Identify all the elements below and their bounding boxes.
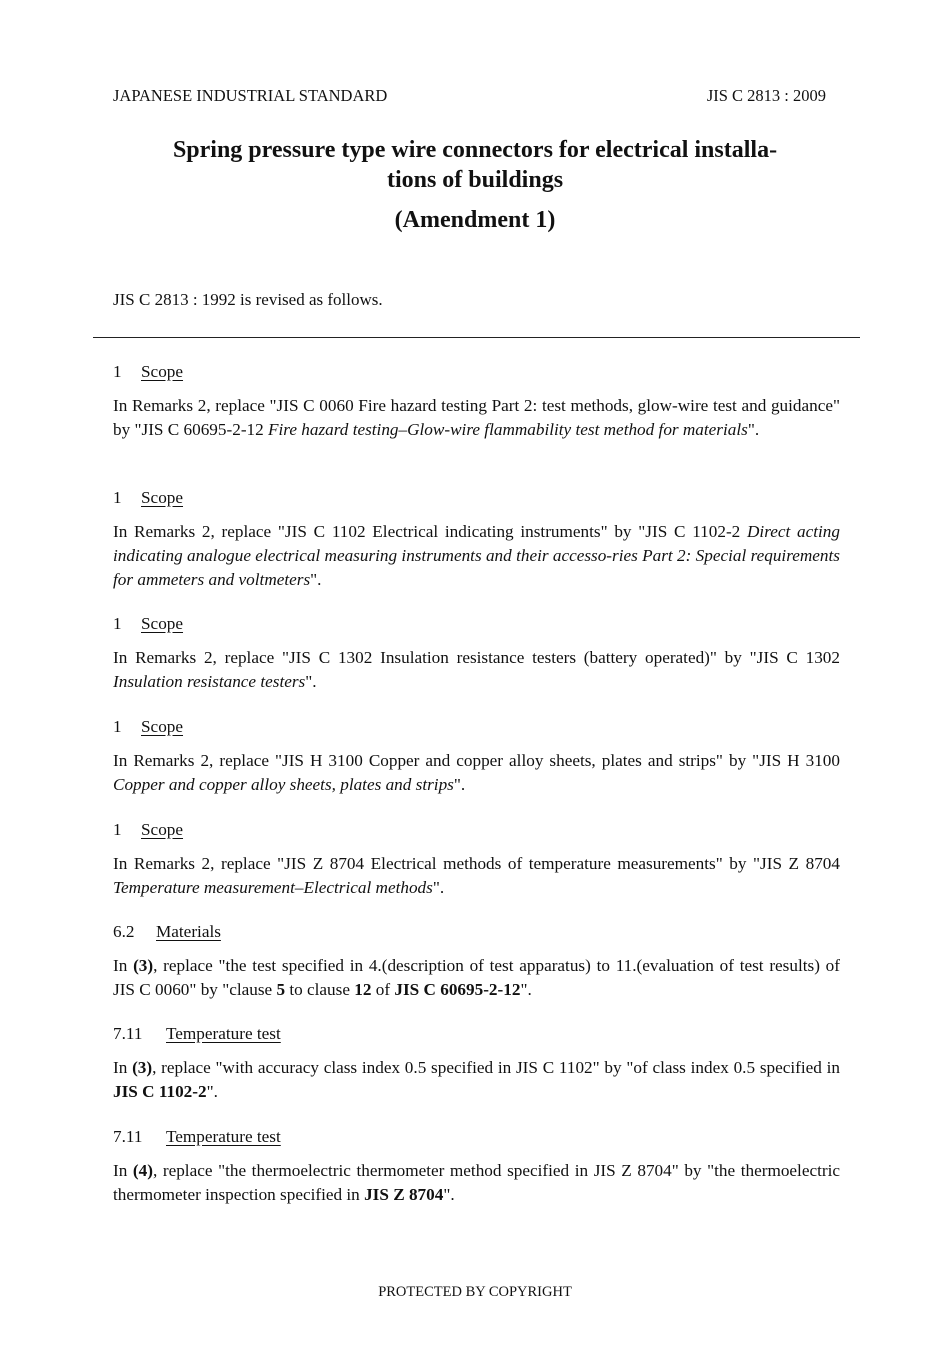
- section-body: In (3), replace "the test specified in 4.(description of test apparatus) to 11.(evaluation of test results) of JIS C 0060" by "clause 5 to clause 12 of JIS C 60695-2-12".: [113, 956, 840, 999]
- section-title: Scope: [141, 362, 184, 381]
- section-body: In Remarks 2, replace "JIS C 1102 Electrical indicating instruments" by "JIS C 1102-2 Direct acting indicating analogue electrical measuring instruments and their accesso-ries Part 2: Special requirements for ammeters and voltmeters".: [113, 522, 840, 589]
- section-temperature-test-2: [113, 1125, 840, 1207]
- section-number: 1: [113, 362, 122, 381]
- section-number: 7.11: [113, 1127, 143, 1146]
- section-title: Materials: [156, 922, 221, 941]
- section-scope-4: [113, 715, 840, 797]
- section-materials: [113, 920, 840, 1002]
- intro-text: JIS C 2813 : 1992 is revised as follows.: [113, 290, 383, 309]
- section-scope-2: [113, 486, 840, 592]
- section-heading: [113, 1125, 840, 1149]
- section-heading: [113, 920, 840, 944]
- section-heading: [113, 486, 840, 510]
- section-title: Scope: [141, 614, 184, 633]
- section-heading: [113, 818, 840, 842]
- section-heading: [113, 360, 840, 384]
- copyright-footer: PROTECTED BY COPYRIGHT: [378, 1284, 572, 1300]
- document-title: [100, 135, 850, 235]
- section-number: 7.11: [113, 1024, 143, 1043]
- title-line-2: tions of buildings: [386, 167, 564, 193]
- section-body: In (4), replace "the thermoelectric thermometer method specified in JIS Z 8704" by "the thermoelectric thermometer inspection specified in JIS Z 8704".: [113, 1161, 840, 1204]
- section-heading: [113, 715, 840, 739]
- section-title: Scope: [141, 717, 184, 736]
- section-number: 1: [113, 614, 122, 633]
- section-body: In Remarks 2, replace "JIS Z 8704 Electrical methods of temperature measurements" by "JIS Z 8704 Temperature measurement–Electrical methods".: [113, 854, 840, 897]
- section-heading: [113, 612, 840, 636]
- section-title: Scope: [141, 820, 184, 839]
- title-line-1: Spring pressure type wire connectors for electrical installa-: [172, 137, 778, 163]
- section-scope-1: [113, 360, 840, 442]
- section-title: Temperature test: [166, 1024, 281, 1043]
- section-body: In Remarks 2, replace "JIS H 3100 Copper and copper alloy sheets, plates and strips" by "JIS H 3100 Copper and copper alloy sheets, plates and strips".: [113, 751, 840, 794]
- amendment-label: (Amendment 1): [394, 207, 556, 233]
- section-scope-3: [113, 612, 840, 694]
- section-title: Temperature test: [166, 1127, 281, 1146]
- section-heading: [113, 1022, 840, 1046]
- section-temperature-test-1: [113, 1022, 840, 1104]
- section-number: 6.2: [113, 922, 135, 941]
- section-scope-5: [113, 818, 840, 900]
- standard-label: JAPANESE INDUSTRIAL STANDARD: [113, 86, 388, 105]
- section-body: In Remarks 2, replace "JIS C 1302 Insulation resistance testers (battery operated)" by "JIS C 1302 Insulation resistance testers".: [113, 648, 840, 691]
- section-title: Scope: [141, 488, 184, 507]
- section-number: 1: [113, 820, 122, 839]
- section-number: 1: [113, 717, 122, 736]
- horizontal-divider: [93, 337, 860, 338]
- section-body: In (3), replace "with accuracy class index 0.5 specified in JIS C 1102" by "of class index 0.5 specified in JIS C 1102-2".: [113, 1058, 840, 1101]
- standard-number: JIS C 2813 : 2009: [706, 86, 826, 105]
- section-number: 1: [113, 488, 122, 507]
- section-body: In Remarks 2, replace "JIS C 0060 Fire hazard testing Part 2: test methods, glow-wire test and guidance" by "JIS C 60695-2-12 Fire hazard testing–Glow-wire flammability test method for materials".: [113, 396, 840, 439]
- page-header: [113, 86, 826, 106]
